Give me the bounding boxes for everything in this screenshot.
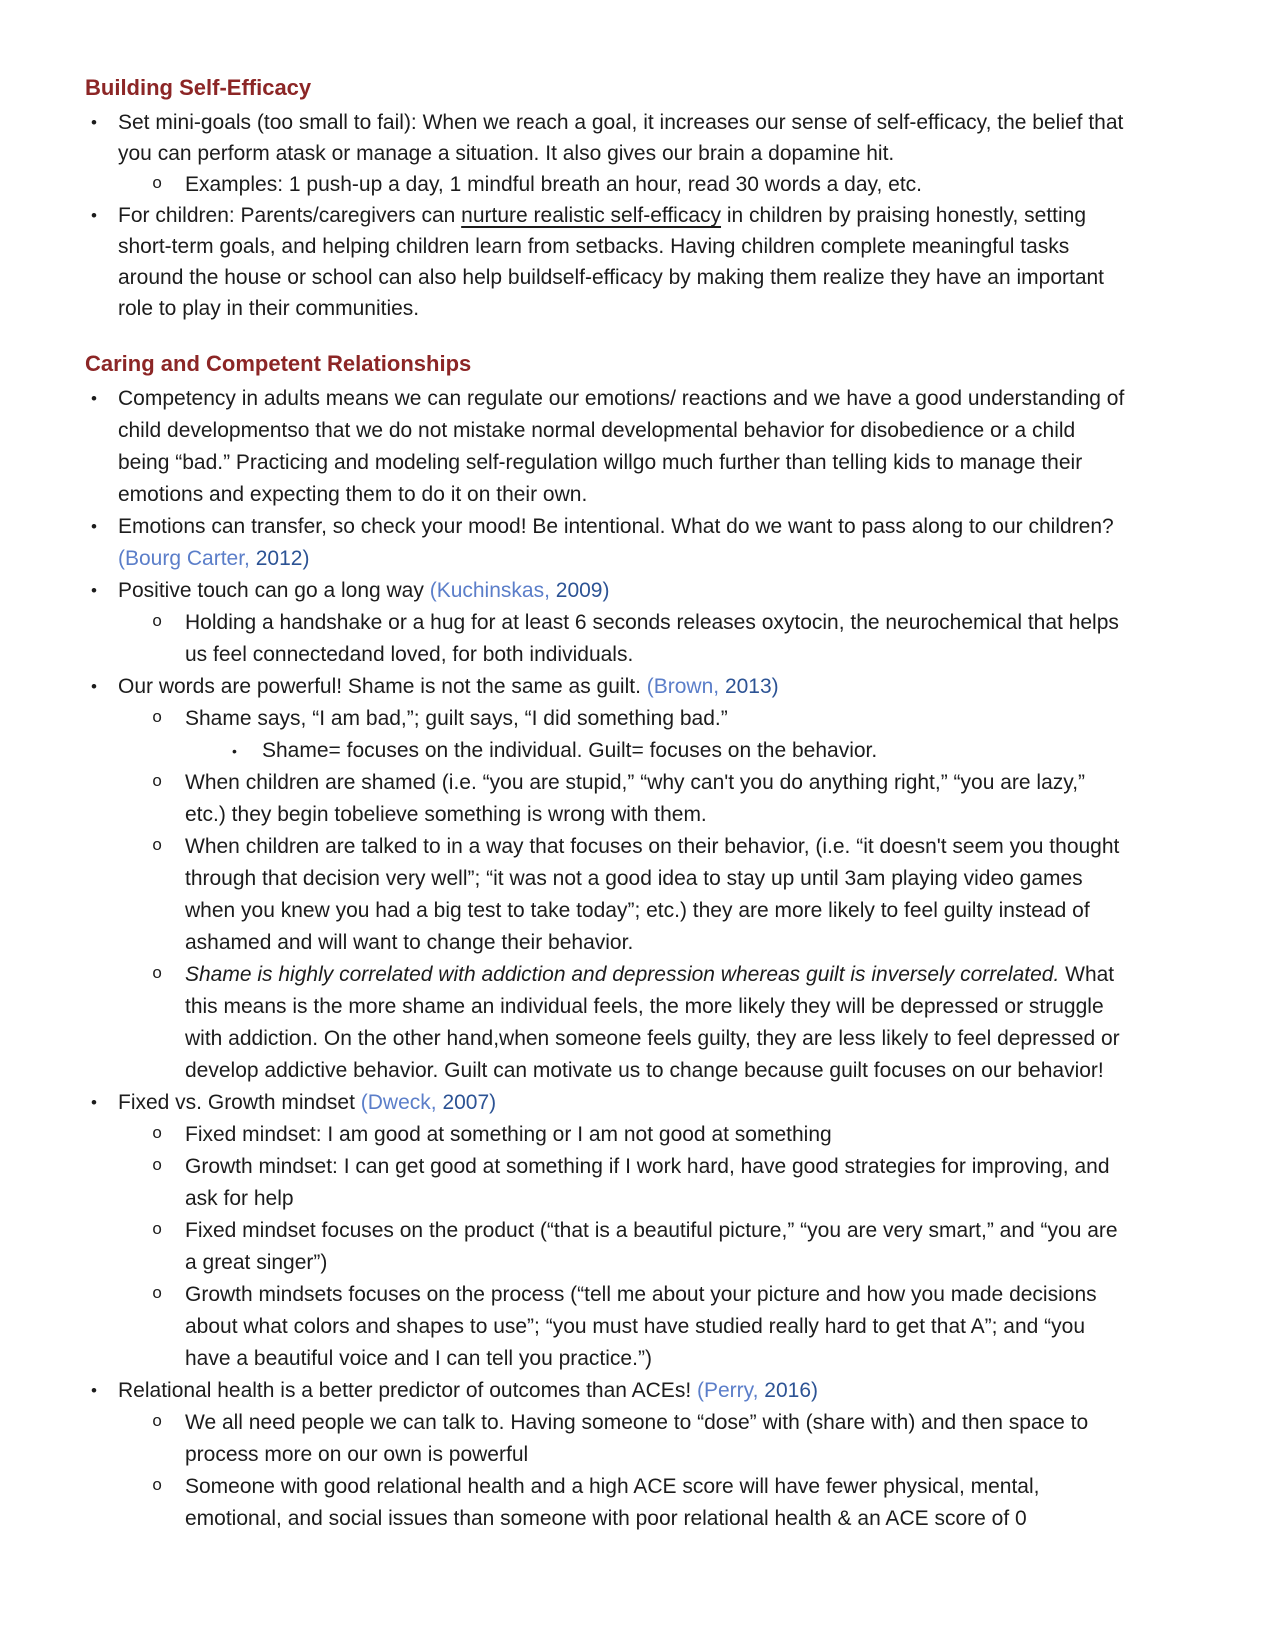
paragraph — [118, 200, 1130, 324]
paragraph — [118, 1087, 1130, 1119]
paragraph — [185, 169, 1130, 200]
bullet-icon: • — [91, 206, 97, 225]
list-item — [85, 1119, 1130, 1151]
paragraph — [185, 959, 1130, 1087]
text-run: Shame= focuses on the individual. Guilt= focuses on the behavior. — [262, 739, 878, 762]
bullet-icon: • — [91, 113, 97, 132]
circle-bullet-icon: o — [152, 1477, 163, 1496]
text-run: Emotions can transfer, so check your mood! Be intentional. What do we want to pass along to our children? — [118, 515, 1114, 538]
list-item — [85, 1151, 1130, 1215]
text-run: in children by praising honestly, setting short-term goals, and helping children learn from setbacks. Having children complete meaningful tasks around the house or school can also help buildself-efficacy by making them realize they have an important role to play in their communities. — [118, 204, 1105, 320]
list-item — [85, 831, 1130, 959]
text-run: Shame is highly correlated with addiction and depression whereas guilt is inversely correlated. — [185, 963, 1060, 986]
list-item — [85, 1087, 1130, 1119]
paragraph — [118, 575, 1130, 607]
circle-bullet-icon: o — [152, 1413, 163, 1432]
text-run: Shame says, “I am bad,”; guilt says, “I did something bad.” — [185, 707, 728, 730]
list-item — [85, 200, 1130, 324]
paragraph — [118, 1375, 1130, 1407]
paragraph — [262, 735, 1130, 767]
list-item — [85, 1279, 1130, 1375]
text-run: For children: Parents/caregivers can — [118, 204, 462, 227]
circle-bullet-icon: o — [152, 613, 163, 632]
bullet-icon: • — [91, 581, 97, 600]
paragraph — [118, 383, 1130, 511]
paragraph — [185, 831, 1130, 959]
section-heading: Building Self-Efficacy — [85, 75, 312, 100]
text-run: Our words are powerful! Shame is not the same as guilt. — [118, 675, 647, 698]
circle-bullet-icon: o — [152, 773, 163, 792]
bullet-icon: • — [91, 1381, 97, 1400]
paragraph — [185, 1407, 1130, 1471]
paragraph — [118, 107, 1130, 169]
bullet-icon: • — [91, 517, 97, 536]
text-run: Someone with good relational health and a high ACE score will have fewer physical, mental, emotional, and social issues than someone with poor relational health & an ACE score of 0 — [185, 1475, 1040, 1530]
citation-text: (Kuchinskas, — [429, 579, 556, 602]
text-run: Positive touch can go a long way — [118, 579, 430, 602]
list-item — [85, 959, 1130, 1087]
list-item — [85, 735, 1130, 767]
paragraph — [185, 1119, 1130, 1151]
section — [85, 72, 1130, 324]
citation-text: (Dweck, — [360, 1091, 443, 1114]
paragraph — [185, 767, 1130, 831]
list-item — [85, 607, 1130, 671]
citation-text: (Bourg Carter, — [118, 547, 256, 570]
paragraph — [185, 1215, 1130, 1279]
text-run: Growth mindsets focuses on the process (“tell me about your picture and how you made decisions about what colors and shapes to use”; “you must have studied really hard to get that A”; and “you have a beautiful voice and I can tell you practice.”) — [185, 1283, 1097, 1370]
text-run: Growth mindset: I can get good at something if I work hard, have good strategies for improving, and ask for help — [185, 1155, 1110, 1210]
text-run: When children are talked to in a way that focuses on their behavior, (i.e. “it doesn't seem you thought through that decision very well”; “it was not a good idea to stay up until 3am playing video games when you knew you had a big test to take today”; etc.) they are more likely to feel guilty instead of ashamed and will want to change their behavior. — [185, 835, 1120, 954]
list-item — [85, 1407, 1130, 1471]
text-run: Fixed vs. Growth mindset — [118, 1091, 361, 1114]
citation-text: 2013) — [724, 675, 779, 698]
paragraph — [118, 671, 1130, 703]
text-run: Fixed mindset: I am good at something or I am not good at something — [185, 1123, 832, 1146]
paragraph — [185, 1279, 1130, 1375]
circle-bullet-icon: o — [152, 709, 163, 728]
text-run: Holding a handshake or a hug for at least 6 seconds releases oxytocin, the neurochemical that helps us feel connectedand loved, for both individuals. — [185, 611, 1119, 666]
list-item — [85, 383, 1130, 511]
bullet-icon: • — [91, 1093, 97, 1112]
list-item — [85, 169, 1130, 200]
document-body — [85, 72, 1130, 1535]
list-item — [85, 671, 1130, 703]
text-run: Relational health is a better predictor of outcomes than ACEs! — [118, 1379, 697, 1402]
paragraph — [118, 511, 1130, 575]
list-item — [85, 767, 1130, 831]
list-item — [85, 1375, 1130, 1407]
citation-text: 2016) — [764, 1379, 818, 1402]
citation-text: (Brown, — [646, 675, 725, 698]
circle-bullet-icon: o — [152, 1221, 163, 1240]
paragraph — [185, 1151, 1130, 1215]
bullet-icon: • — [232, 743, 237, 759]
text-run: We all need people we can talk to. Having someone to “dose” with (share with) and then space to process more on our own is powerful — [185, 1411, 1089, 1466]
bullet-icon: • — [91, 677, 97, 696]
section-heading: Caring and Competent Relationships — [85, 351, 472, 376]
citation-text: 2009) — [555, 579, 610, 602]
text-run: Fixed mindset focuses on the product (“that is a beautiful picture,” “you are very smart,” and “you are a great singer”) — [185, 1219, 1118, 1274]
list-item — [85, 107, 1130, 169]
citation-text: 2012) — [255, 547, 310, 570]
bullet-icon: • — [91, 389, 97, 408]
list-item — [85, 575, 1130, 607]
paragraph — [185, 703, 1130, 735]
circle-bullet-icon: o — [152, 1285, 163, 1304]
circle-bullet-icon: o — [152, 837, 163, 856]
citation-text: (Perry, — [697, 1379, 765, 1402]
list-item — [85, 1471, 1130, 1535]
text-run: nurture realistic self-efficacy — [461, 204, 722, 227]
text-run: What this means is the more shame an individual feels, the more likely they will be depressed or struggle with addiction. On the other hand,when someone feels guilty, they are less likely to feel depressed or develop addictive behavior. Guilt can motivate us to change because guilt focuses on our behavior! — [185, 963, 1120, 1082]
text-run: Set mini-goals (too small to fail): When we reach a goal, it increases our sense of self-efficacy, the belief that you can perform atask or manage a situation. It also gives our brain a dopamine hit. — [118, 111, 1124, 165]
list-item — [85, 1215, 1130, 1279]
circle-bullet-icon: o — [152, 1157, 163, 1176]
list-item — [85, 511, 1130, 575]
citation-text: 2007) — [442, 1091, 497, 1114]
circle-bullet-icon: o — [152, 175, 163, 194]
text-run: Examples: 1 push-up a day, 1 mindful breath an hour, read 30 words a day, etc. — [185, 173, 922, 196]
circle-bullet-icon: o — [152, 965, 163, 984]
text-run: Competency in adults means we can regulate our emotions/ reactions and we have a good understanding of child developmentso that we do not mistake normal developmental behavior for disobedience or a child being “bad.” Practicing and modeling self-regulation willgo much further than telling kids to manage their emotions and expecting them to do it on their own. — [118, 387, 1125, 506]
paragraph — [185, 1471, 1130, 1535]
list-item — [85, 703, 1130, 735]
circle-bullet-icon: o — [152, 1125, 163, 1144]
paragraph — [185, 607, 1130, 671]
section — [85, 348, 1130, 1535]
text-run: When children are shamed (i.e. “you are stupid,” “why can't you do anything right,” “you are lazy,” etc.) they begin tobelieve something is wrong with them. — [185, 771, 1086, 826]
